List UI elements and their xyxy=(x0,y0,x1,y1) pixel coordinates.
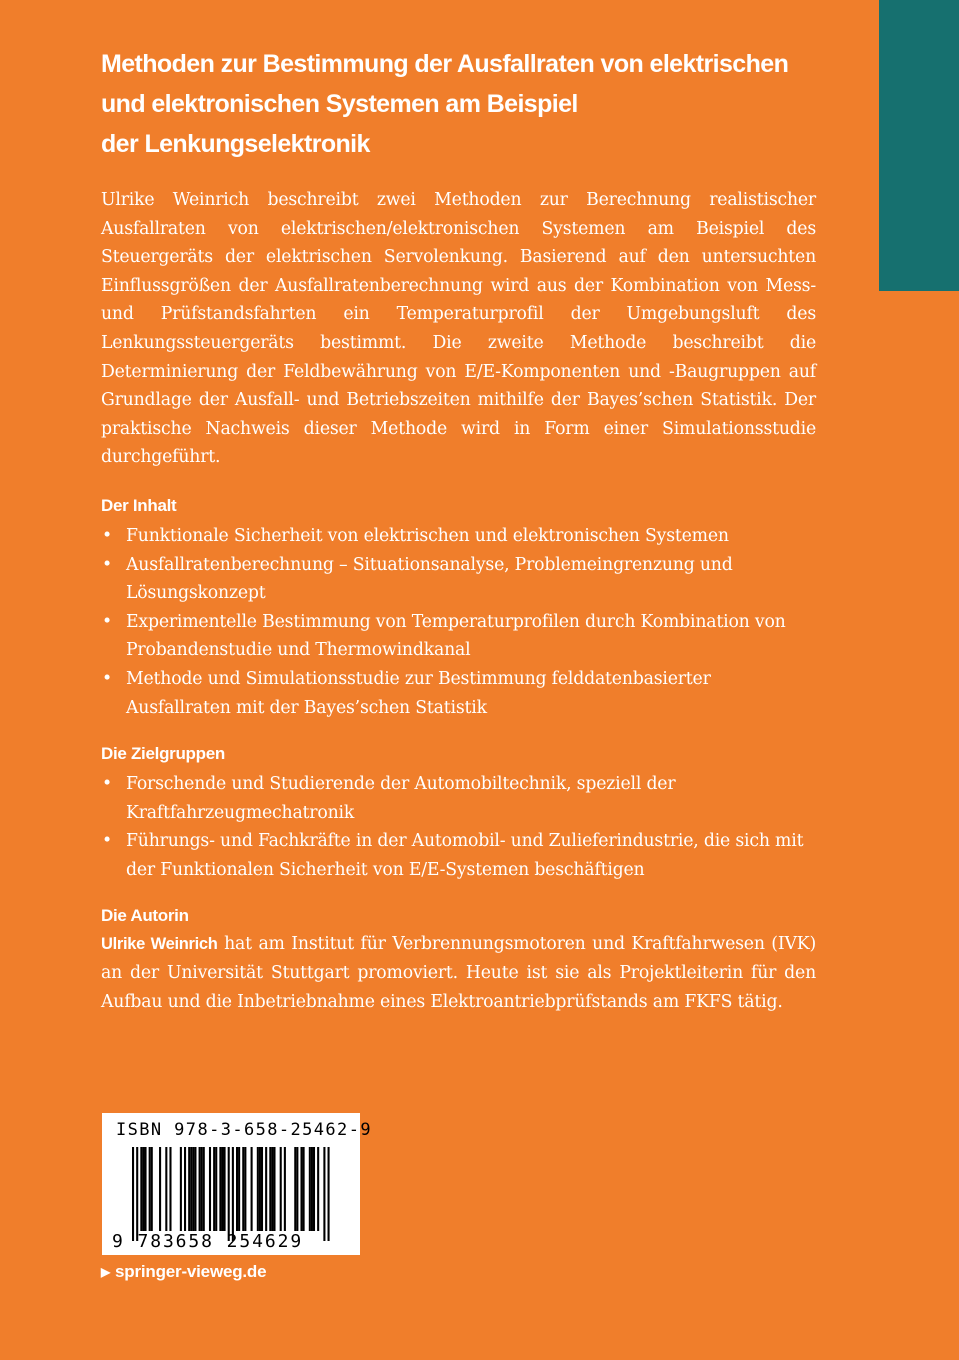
list-item xyxy=(101,608,816,665)
barcode-bar xyxy=(132,1147,134,1241)
barcode-bar xyxy=(213,1147,215,1231)
barcode-bar xyxy=(259,1147,261,1231)
barcode-bar xyxy=(261,1147,263,1231)
barcode-bar xyxy=(190,1147,192,1231)
isbn-barcode xyxy=(102,1113,372,1255)
barcode-bar xyxy=(144,1147,146,1231)
barcode-bar xyxy=(269,1147,271,1231)
barcode-bar xyxy=(199,1147,201,1231)
barcode-bar xyxy=(284,1147,286,1231)
section-heading-inhalt: Der Inhalt xyxy=(101,495,177,515)
publisher-link[interactable] xyxy=(101,1262,266,1282)
barcode-bar xyxy=(323,1147,325,1241)
barcode-bar xyxy=(238,1147,240,1231)
barcode-bar xyxy=(188,1147,190,1231)
barcode-bar xyxy=(232,1147,234,1241)
list-item xyxy=(101,522,816,551)
list-item xyxy=(101,770,816,827)
barcode-bar xyxy=(265,1147,267,1231)
author-name: Ulrike Weinrich xyxy=(101,935,218,954)
author-bio-text: hat am Institut für Verbrennungsmotoren und Kraftfahrwesen (IVK) an der Universität Stuttgart promoviert. Heute ist sie als Projektleiterin für den Aufbau und die Inbetriebnahme eines Elektroantriebprüfstands am FKFS tätig. xyxy=(101,934,816,1012)
inhalt-list xyxy=(101,522,816,722)
barcode-bar xyxy=(236,1147,238,1231)
section-heading-autorin: Die Autorin xyxy=(101,906,189,926)
bullet-icon: • xyxy=(102,831,112,852)
teal-corner-tab xyxy=(879,0,959,291)
barcode-bar xyxy=(296,1147,298,1231)
barcode-bar xyxy=(192,1147,194,1231)
list-item-text: Methode und Simulationsstudie zur Bestimmung felddatenbasierter Ausfallraten mit der Bayes’schen Statistik xyxy=(126,668,711,718)
list-item-text: Ausfallratenberechnung – Situationsanalyse, Problemeingrenzung und Lösungskonzept xyxy=(126,554,733,604)
barcode-bar xyxy=(303,1147,305,1231)
barcode-bar xyxy=(151,1147,153,1231)
title-line: Methoden zur Bestimmung der Ausfallraten von elektrischen xyxy=(101,50,789,78)
barcode-bar xyxy=(142,1147,144,1231)
barcode-bar xyxy=(317,1147,319,1231)
author-bio xyxy=(101,930,816,1016)
barcode-bar xyxy=(242,1147,244,1231)
barcode-bar xyxy=(194,1147,196,1231)
barcode-bar xyxy=(209,1147,211,1231)
barcode-bar xyxy=(271,1147,273,1231)
isbn-label: ISBN 978-3-658-25462-9 xyxy=(116,1120,372,1140)
bullet-icon: • xyxy=(102,554,112,575)
barcode-bar xyxy=(294,1147,296,1231)
barcode-bar xyxy=(280,1147,282,1231)
list-item xyxy=(101,665,816,722)
barcode-bar xyxy=(140,1147,142,1231)
barcode-bar xyxy=(244,1147,246,1231)
list-item-text: Führungs- und Fachkräfte in der Automobil- und Zulieferindustrie, die sich mit der Funktionalen Sicherheit von E/E-Systemen beschäftigen xyxy=(126,831,804,880)
barcode-bar xyxy=(159,1147,161,1231)
ean-digits: 9 783658 254629 xyxy=(112,1231,304,1252)
title-line: und elektronischen Systemen am Beispiel xyxy=(101,90,578,118)
list-item xyxy=(101,827,816,884)
barcode-bar xyxy=(149,1147,151,1231)
zielgruppen-list xyxy=(101,770,816,884)
barcode-bar xyxy=(328,1147,330,1241)
list-item-text: Experimentelle Bestimmung von Temperaturprofilen durch Kombination von Probandenstudie und Thermowindkanal xyxy=(126,611,786,661)
barcode-bar xyxy=(300,1147,302,1231)
barcode-bar xyxy=(184,1147,186,1231)
barcode-bar xyxy=(201,1147,203,1231)
barcode-bar xyxy=(215,1147,217,1231)
bullet-icon: • xyxy=(102,525,112,546)
bullet-icon: • xyxy=(102,668,112,689)
title-line: der Lenkungselektronik xyxy=(101,130,370,158)
barcode-bar xyxy=(219,1147,221,1231)
intro-paragraph: Ulrike Weinrich beschreibt zwei Methoden zur Berechnung realistischer Ausfallraten von elektrischen/elektronischen Systemen am Beispiel des Steuergeräts der elektrischen Servolenkung. Basierend auf den untersuchten Einflussgrößen der Ausfallratenberechnung wird aus der Kombination von Mess- und Prüfstandsfahrten ein Temperaturprofil der Umgebungsluft des Lenkungssteuergeräts bestimmt. Die zweite Methode beschreibt die Determinierung der Feldbewährung von E/E-Komponenten und -Baugruppen auf Grundlage der Ausfall- und Betriebszeiten mithilfe der Bayes’schen Statistik. Der praktische Nachweis dieser Methode wird in Form einer Simulationsstudie durchgeführt. xyxy=(101,190,816,468)
barcode-bar xyxy=(257,1147,259,1231)
barcode-bar xyxy=(165,1147,167,1231)
barcode-bar xyxy=(180,1147,182,1231)
bullet-icon: • xyxy=(102,611,112,632)
barcode-bar xyxy=(224,1147,226,1231)
barcode-bar xyxy=(169,1147,171,1231)
barcode-bar xyxy=(313,1147,315,1231)
barcode-bar xyxy=(221,1147,223,1231)
barcode-bar xyxy=(136,1147,138,1241)
section-heading-zielgruppen: Die Zielgruppen xyxy=(101,744,225,764)
barcode-bar xyxy=(203,1147,205,1231)
barcode-bar xyxy=(273,1147,275,1231)
barcode-bar xyxy=(311,1147,313,1231)
bullet-icon: • xyxy=(102,774,112,795)
book-title xyxy=(101,44,831,164)
blurb-content xyxy=(101,186,816,1016)
list-item-text: Funktionale Sicherheit von elektrischen und elektronischen Systemen xyxy=(126,525,729,546)
list-item xyxy=(101,551,816,608)
barcode-bar xyxy=(251,1147,253,1231)
list-item-text: Forschende und Studierende der Automobiltechnik, speziell der Kraftfahrzeugmechatronik xyxy=(126,774,676,823)
publisher-url: springer-vieweg.de xyxy=(115,1262,267,1281)
barcode-bar xyxy=(228,1147,230,1241)
arrow-right-icon: ▶ xyxy=(101,1265,111,1279)
barcode-bar xyxy=(309,1147,311,1231)
